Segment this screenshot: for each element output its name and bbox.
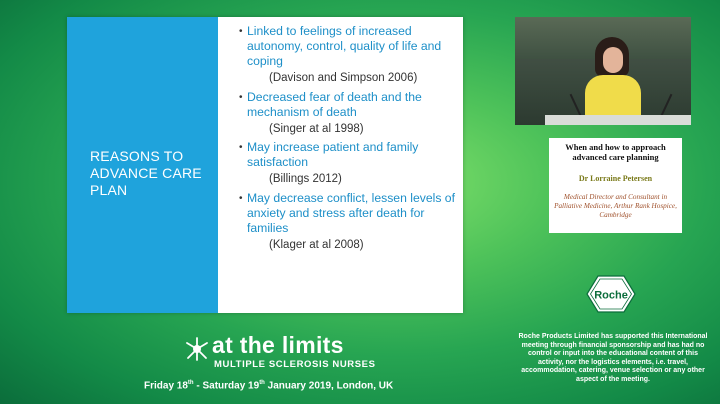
bullet-item [239, 191, 459, 253]
talk-title: When and how to approach advanced care planning [565, 142, 666, 162]
date-part: January 2019, London, UK [264, 380, 394, 392]
speaker-body [585, 75, 641, 119]
event-title: at the limits [212, 332, 344, 358]
slide-title: REASONS TO ADVANCE CARE PLAN [90, 148, 202, 198]
talk-info-card [549, 138, 682, 233]
bullet-citation: (Billings 2012) [269, 173, 342, 185]
speaker-face [603, 47, 623, 73]
bullet-item [239, 140, 459, 187]
date-suffix: th [259, 380, 265, 386]
slide-title-panel [67, 17, 218, 313]
date-part: - Saturday 19 [193, 380, 260, 392]
sponsor-disclaimer: Roche Products Limited has supported this International meeting through financial sponsorship and has had no control or input into the educational content of this activity, nor the logistics elements, i.e. travel, accommodation, catering, venue selection or any other aspect of the meeting. [518, 333, 708, 383]
bullet-dot-icon: • [239, 91, 243, 103]
bullet-item [239, 24, 459, 86]
presentation-slide [67, 17, 463, 313]
slide-bullet-list [239, 24, 459, 256]
bullet-text: Decreased fear of death and the mechanism of death [247, 89, 422, 119]
roche-logo [586, 275, 636, 313]
bullet-text: Linked to feelings of increased autonomy, control, quality of life and coping [247, 24, 442, 68]
speaker-video [515, 17, 691, 125]
bullet-dot-icon: • [239, 26, 243, 37]
event-subtitle: MULTIPLE SCLEROSIS NURSES [214, 359, 376, 370]
bullet-text: May decrease conflict, lessen levels of anxiety and stress after death for families [247, 190, 455, 235]
speaker-role: Medical Director and Consultant in Palliative Medicine, Arthur Rank Hospice, Cambridge [554, 193, 677, 219]
date-part: Friday 18 [144, 380, 188, 392]
bullet-citation: (Klager at al 2008) [269, 238, 364, 251]
bullet-item [239, 90, 459, 137]
bullet-dot-icon: • [239, 192, 243, 204]
date-suffix: th [187, 380, 194, 386]
speaker-name: Dr Lorraine Petersen [578, 174, 653, 183]
event-date [144, 380, 393, 391]
neuron-icon [184, 336, 210, 362]
bullet-citation: (Singer at al 1998) [269, 122, 364, 135]
bullet-text: May increase patient and family satisfaction [247, 140, 419, 169]
bullet-citation: (Davison and Simpson 2006) [269, 72, 418, 84]
roche-logo-text: Roche [594, 289, 628, 302]
bullet-dot-icon: • [239, 142, 243, 153]
event-logo [184, 332, 376, 374]
podium [545, 115, 691, 125]
